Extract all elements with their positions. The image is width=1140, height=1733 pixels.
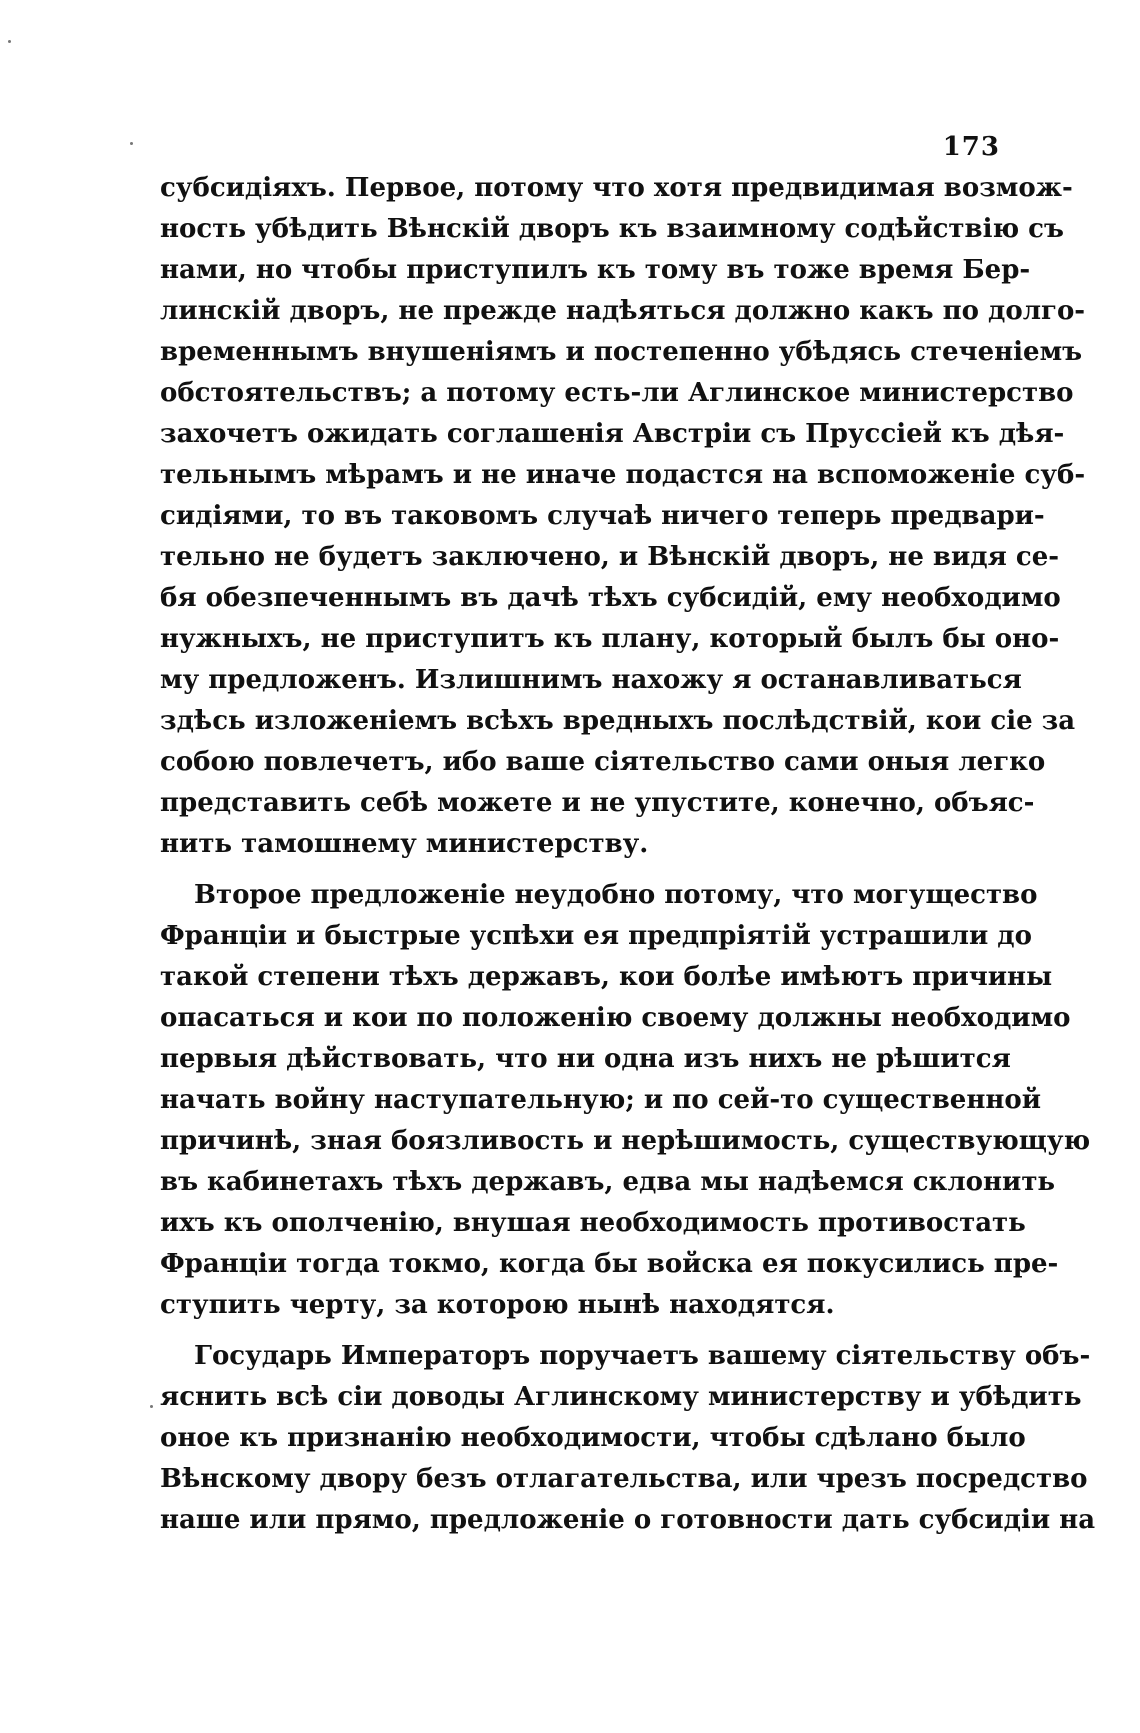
text-line: здѣсь изложеніемъ всѣхъ вредныхъ послѣдствій, кои сіе за bbox=[160, 706, 1076, 736]
text-line: линскій дворъ, не прежде надѣяться должно какъ по долго- bbox=[160, 296, 1086, 326]
scan-speck bbox=[130, 142, 133, 145]
text-line: представить себѣ можете и не упустите, конечно, объяс- bbox=[160, 788, 1035, 818]
text-line: начать войну наступательную; и по сей-то существенной bbox=[160, 1085, 1042, 1115]
paragraph-gap bbox=[160, 1326, 1000, 1336]
text-line: въ кабинетахъ тѣхъ державъ, едва мы надѣемся склонить bbox=[160, 1167, 1056, 1197]
text-line: бя обезпеченнымъ въ дачѣ тѣхъ субсидій, ему необходимо bbox=[160, 583, 1061, 613]
paragraph-gap bbox=[160, 865, 1000, 875]
text-line: Второе предложеніе неудобно потому, что могущество bbox=[194, 880, 1038, 910]
scan-speck bbox=[150, 1405, 153, 1408]
text-line: ность убѣдить Вѣнскій дворъ къ взаимному содѣйствію съ bbox=[160, 214, 1064, 244]
page-number: 173 bbox=[942, 132, 1000, 162]
text-line: ступить черту, за которою нынѣ находятся. bbox=[160, 1290, 835, 1320]
text-line: первыя дѣйствовать, что ни одна изъ нихъ не рѣшится bbox=[160, 1044, 1011, 1074]
text-line: собою повлечетъ, ибо ваше сіятельство сами оныя легко bbox=[160, 747, 1046, 777]
text-line: опасаться и кои по положенію своему должны необходимо bbox=[160, 1003, 1071, 1033]
body-text bbox=[160, 168, 1096, 1541]
paragraph bbox=[160, 1336, 1096, 1541]
text-line: тельно не будетъ заключено, и Вѣнскій дворъ, не видя се- bbox=[160, 542, 1060, 572]
text-line: ихъ къ ополченію, внушая необходимость противостать bbox=[160, 1208, 1026, 1238]
text-line: обстоятельствъ; а потому есть-ли Аглинское министерство bbox=[160, 378, 1074, 408]
text-line: тельнымъ мѣрамъ и не иначе подастся на вспоможеніе суб- bbox=[160, 460, 1086, 490]
text-line: Государь Императоръ поручаетъ вашему сіятельству объ- bbox=[194, 1341, 1091, 1371]
text-line: нить тамошнему министерству. bbox=[160, 829, 649, 859]
text-line: Франціи тогда токмо, когда бы войска ея покусились пре- bbox=[160, 1249, 1059, 1279]
paragraph bbox=[160, 168, 1086, 865]
text-line: нами, но чтобы приступилъ къ тому въ тоже время Бер- bbox=[160, 255, 1031, 285]
text-line: сидіями, то въ таковомъ случаѣ ничего теперь предвари- bbox=[160, 501, 1045, 531]
text-line: захочетъ ожидать соглашенія Австріи съ Пруссіей къ дѣя- bbox=[160, 419, 1065, 449]
text-line: причинѣ, зная боязливость и нерѣшимость, существующую bbox=[160, 1126, 1091, 1156]
text-line: нужныхъ, не приступитъ къ плану, который былъ бы оно- bbox=[160, 624, 1060, 654]
scan-speck bbox=[8, 40, 11, 43]
paragraph bbox=[160, 875, 1091, 1326]
text-line: яснить всѣ сіи доводы Аглинскому министерству и убѣдить bbox=[160, 1382, 1082, 1412]
text-line: такой степени тѣхъ державъ, кои болѣе имѣютъ причины bbox=[160, 962, 1053, 992]
text-line: субсидіяхъ. Первое, потому что хотя предвидимая возмож- bbox=[160, 173, 1073, 203]
text-line: наше или прямо, предложеніе о готовности дать субсидіи на bbox=[160, 1505, 1096, 1535]
text-line: Франціи и быстрые успѣхи ея предпріятій устрашили до bbox=[160, 921, 1032, 951]
text-line: му предложенъ. Излишнимъ нахожу я останавливаться bbox=[160, 665, 1022, 695]
text-line: оное къ признанію необходимости, чтобы сдѣлано было bbox=[160, 1423, 1026, 1453]
text-line: Вѣнскому двору безъ отлагательства, или чрезъ посредство bbox=[160, 1464, 1088, 1494]
text-line: временнымъ внушеніямъ и постепенно убѣдясь стеченіемъ bbox=[160, 337, 1083, 367]
